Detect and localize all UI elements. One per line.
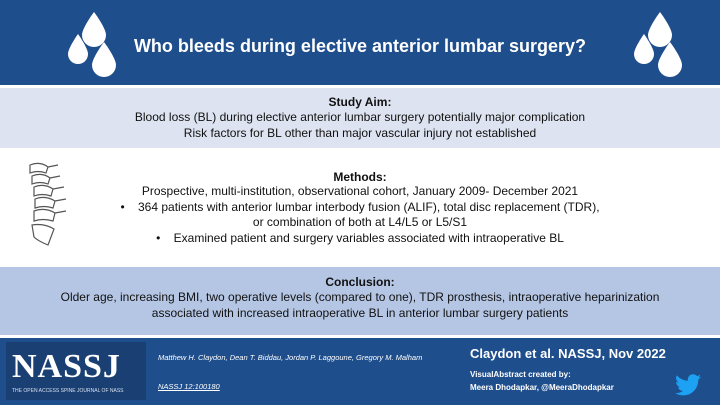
conclusion-line: associated with increased intraoperative BL in anterior lumbar surgery patients: [151, 306, 569, 320]
methods-bullet-text: 364 patients with anterior lumbar interbody fusion (ALIF), total disc replacement (TDR),: [138, 199, 600, 214]
study-aim-line: Risk factors for BL other than major vascular injury not established: [183, 126, 537, 140]
water-drops-icon: [630, 8, 690, 78]
logo-text: NASSJ: [12, 348, 121, 385]
methods-bullet-continuation: or combination of both at L4/L5 or L5/S1: [252, 215, 468, 229]
methods-heading: Methods:: [333, 170, 387, 184]
credit-author: Meera Dhodapkar, @MeeraDhodapkar: [470, 383, 614, 392]
methods-bullet: • Examined patient and surgery variables associated with intraoperative BL: [156, 230, 564, 245]
footer: [0, 338, 720, 405]
conclusion-line: Older age, increasing BMI, two operative levels (compared to one), TDR prosthesis, intraoperative heparinization: [60, 290, 660, 304]
authors: Matthew H. Claydon, Dean T. Biddau, Jordan P. Laggoune, Gregory M. Malham: [158, 353, 423, 362]
twitter-bird-icon[interactable]: [675, 374, 701, 396]
study-aim-section: [0, 88, 720, 148]
credit-line: VisualAbstract created by:: [470, 370, 571, 379]
header-banner: [0, 0, 720, 85]
methods-bullet-text: Examined patient and surgery variables associated with intraoperative BL: [173, 230, 564, 245]
nassj-logo: [6, 342, 146, 400]
conclusion-section: [0, 267, 720, 335]
methods-intro: Prospective, multi-institution, observational cohort, January 2009- December 2021: [141, 184, 579, 198]
citation: Claydon et al. NASSJ, Nov 2022: [470, 346, 666, 361]
methods-section: [0, 151, 720, 264]
doi-link[interactable]: NASSJ 12:100180: [158, 382, 220, 391]
methods-bullet: • 364 patients with anterior lumbar interbody fusion (ALIF), total disc replacement (TDR),: [120, 199, 600, 214]
logo-subtitle: THE OPEN ACCESS SPINE JOURNAL OF NASS: [12, 388, 124, 394]
conclusion-heading: Conclusion:: [325, 275, 395, 289]
study-aim-line: Blood loss (BL) during elective anterior lumbar surgery potentially major complication: [134, 110, 586, 124]
page-title: Who bleeds during elective anterior lumbar surgery?: [133, 36, 587, 56]
study-aim-heading: Study Aim:: [328, 95, 392, 109]
spine-icon: [20, 159, 70, 249]
